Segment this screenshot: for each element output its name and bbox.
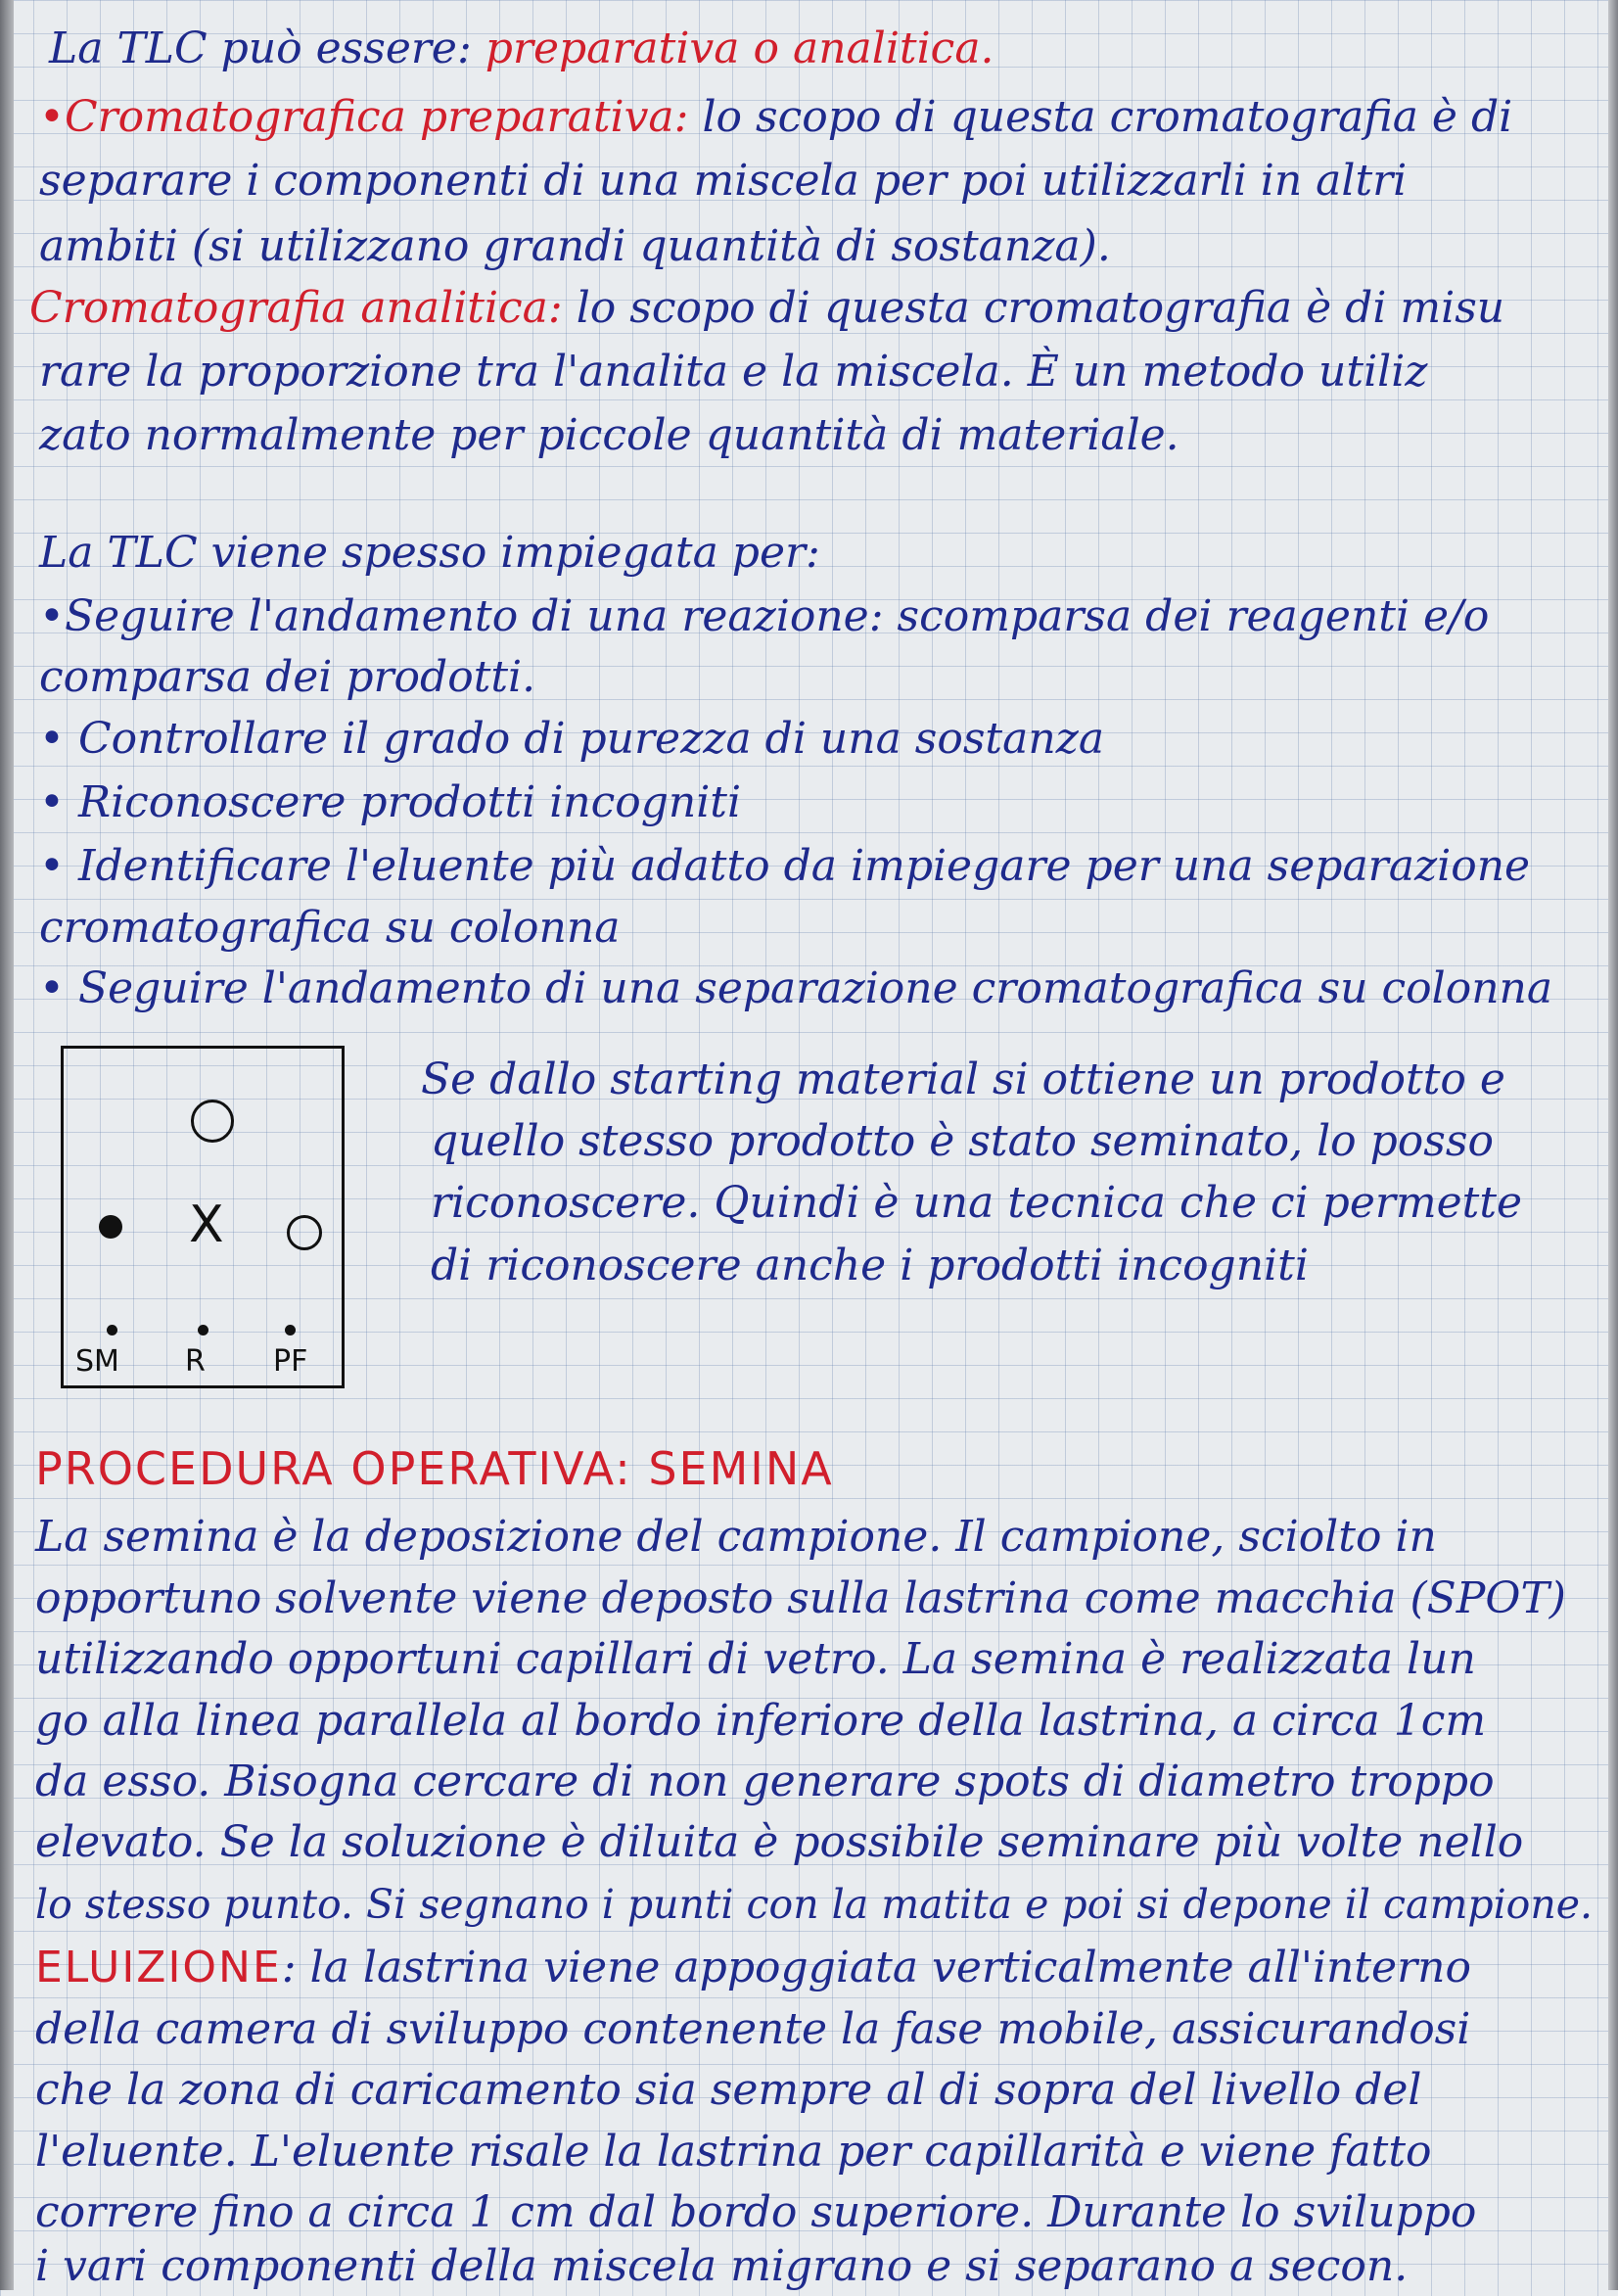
- elution-line-6: i vari componenti della miscela migrano e si separano a secon.: [35, 2241, 1409, 2291]
- plate-note-line-2: quello stesso prodotto è stato seminato, lo posso: [431, 1116, 1494, 1166]
- preparative-line-1: [39, 88, 1512, 147]
- analytical-term: Cromatografia analitica:: [29, 283, 563, 333]
- use-item-1: •Seguire l'andamento di una reazione: scomparsa dei reagenti e/o: [39, 591, 1490, 641]
- product-spot-right: [287, 1215, 322, 1250]
- origin-dot-pf: [285, 1325, 296, 1335]
- analytical-line-1: [29, 279, 1504, 338]
- tlc-plate-diagram: [61, 1046, 345, 1388]
- elution-line-4: l'eluente. L'eluente risale la lastrina per capillarità e viene fatto: [35, 2127, 1432, 2177]
- semina-line-5: da esso. Bisogna cercare di non generare spots di diametro troppo: [35, 1757, 1495, 1806]
- preparative-term: •Cromatografica preparativa:: [39, 92, 689, 142]
- intro-text: La TLC può essere:: [49, 23, 485, 73]
- semina-line-2: opportuno solvente viene deposto sulla lastrina come macchia (SPOT): [35, 1573, 1566, 1623]
- elution-line-3: che la zona di caricamento sia sempre al di sopra del livello del: [35, 2065, 1422, 2115]
- use-item-4: • Identificare l'eluente più adatto da impiegare per una separazione: [39, 841, 1531, 891]
- elution-text: : la lastrina viene appoggiata verticalmente all'interno: [281, 1943, 1471, 1992]
- origin-dot-r: [198, 1325, 208, 1335]
- use-item-4-cont: cromatografica su colonna: [39, 903, 621, 953]
- use-item-3: • Riconoscere prodotti incogniti: [39, 777, 742, 827]
- semina-line-3: utilizzando opportuni capillari di vetro. La semina è realizzata lun: [35, 1634, 1476, 1684]
- preparative-line-2: separare i componenti di una miscela per poi utilizzarli in altri: [39, 156, 1408, 206]
- intro-line: [49, 20, 994, 78]
- elution-line-2: della camera di sviluppo contenente la fase mobile, assicurandosi: [35, 2004, 1471, 2054]
- lane-label-pf: PF: [273, 1344, 308, 1379]
- preparative-line-3: ambiti (si utilizzano grandi quantità di sostanza).: [39, 221, 1111, 271]
- section-heading: PROCEDURA OPERATIVA: SEMINA: [35, 1442, 834, 1495]
- intro-highlight: preparativa o analitica.: [485, 23, 994, 73]
- analytical-text: lo scopo di questa cromatografia è di misu: [562, 283, 1505, 333]
- uses-intro: La TLC viene spesso impiegata per:: [39, 528, 820, 578]
- use-item-1-cont: comparsa dei prodotti.: [39, 652, 536, 702]
- analytical-line-2: rare la proporzione tra l'analita e la miscela. È un metodo utiliz: [39, 347, 1428, 397]
- origin-dot-sm: [107, 1325, 117, 1335]
- plate-note-line-4: di riconoscere anche i prodotti incogniti: [431, 1241, 1309, 1290]
- cross-mark: X: [189, 1195, 224, 1254]
- use-item-5: • Seguire l'andamento di una separazione cromatografica su colonna: [39, 963, 1553, 1013]
- elution-line-1: [35, 1939, 1471, 1997]
- lane-label-r: R: [185, 1344, 206, 1379]
- elution-line-5: correre fino a circa 1 cm dal bordo superiore. Durante lo sviluppo: [35, 2187, 1477, 2237]
- semina-line-4: go alla linea parallela al bordo inferiore della lastrina, a circa 1cm: [35, 1696, 1487, 1746]
- page-edge-right: [1608, 0, 1618, 2290]
- analytical-line-3: zato normalmente per piccole quantità di materiale.: [39, 410, 1179, 460]
- product-spot-upper: [191, 1100, 234, 1143]
- plate-note-line-3: riconoscere. Quindi è una tecnica che ci permette: [431, 1178, 1523, 1228]
- preparative-text: lo scopo di questa cromatografia è di: [688, 92, 1513, 142]
- semina-line-6: elevato. Se la soluzione è diluita è possibile seminare più volte nello: [35, 1817, 1524, 1867]
- plate-note-line-1: Se dallo starting material si ottiene un prodotto e: [421, 1054, 1505, 1104]
- lane-label-sm: SM: [75, 1344, 119, 1379]
- page-edge-left: [0, 0, 14, 2290]
- elution-label: ELUIZIONE: [35, 1943, 282, 1992]
- starting-material-spot: [99, 1215, 122, 1239]
- use-item-2: • Controllare il grado di purezza di una sostanza: [39, 714, 1105, 764]
- semina-line-1: La semina è la deposizione del campione. Il campione, sciolto in: [35, 1512, 1437, 1562]
- semina-line-7: lo stesso punto. Si segnano i punti con la matita e poi si depone il campione.: [35, 1881, 1594, 1928]
